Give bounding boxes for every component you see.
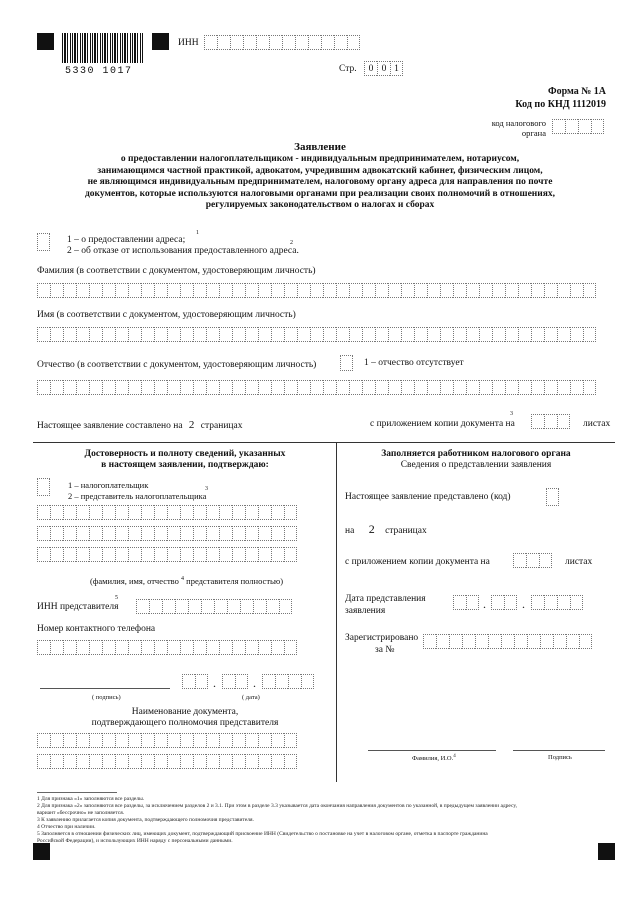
inn-rep-footnote: 5 bbox=[115, 595, 118, 601]
inn-rep-label: ИНН представителя bbox=[37, 602, 119, 612]
authority-doc-cells-row-1[interactable] bbox=[37, 733, 297, 748]
rep-fio-caption: (фамилия, имя, отчество $^4$ представителя полностью) bbox=[90, 576, 284, 586]
role-2: 2 – представитель налогоплательщика bbox=[68, 491, 207, 501]
footnote-divider bbox=[37, 792, 117, 793]
rep-fio-cells-row-3[interactable] bbox=[37, 547, 297, 562]
patronymic-absent-cell[interactable] bbox=[340, 355, 353, 371]
tax-org-code-cells[interactable] bbox=[552, 119, 604, 134]
officer-name-line bbox=[368, 750, 496, 751]
submitted-code-cell[interactable] bbox=[546, 488, 559, 506]
attach-sheets-cells[interactable] bbox=[531, 414, 570, 429]
patronymic-absent-label: 1 – отчество отсутствует bbox=[364, 358, 464, 368]
footnote: 4 Отчество при наличии. bbox=[37, 824, 96, 830]
signature-date-month[interactable] bbox=[222, 674, 248, 689]
phone-cells[interactable] bbox=[37, 640, 297, 655]
date-dot: . bbox=[213, 676, 216, 690]
inn-rep-cells[interactable] bbox=[136, 599, 292, 614]
page-label: Стр. bbox=[339, 64, 357, 74]
signature-caption: ( подпись) bbox=[92, 694, 121, 701]
submission-date-day[interactable] bbox=[453, 595, 479, 610]
footnote: 5 Заполняется в отношении физических лиц, имеющих документ, подтверждающий присвоение ИНН (Свидетельство о постановке на учет в налоговом органе, отметка в паспорте гражданина bbox=[37, 831, 488, 837]
tax-officer-heading: Заполняется работником налогового органа Сведения о представлении заявления bbox=[381, 449, 571, 470]
confirm-heading: Достоверность и полноту сведений, указанных в настоящем заявлении, подтверждаю: bbox=[84, 449, 286, 470]
option-1: 1 – о предоставлении адреса; bbox=[67, 235, 186, 245]
officer-signature-caption: Подпись bbox=[548, 754, 572, 761]
signature-date-day[interactable] bbox=[182, 674, 208, 689]
officer-signature-line bbox=[513, 750, 605, 751]
role-footnote: 3 bbox=[205, 486, 208, 492]
registration-mark-bottom-left bbox=[33, 843, 50, 860]
submission-date-year[interactable] bbox=[531, 595, 583, 610]
page-digit: 1 bbox=[390, 61, 403, 76]
rep-fio-cells-row-1[interactable] bbox=[37, 505, 297, 520]
signature-line bbox=[40, 688, 170, 689]
surname-cells-row-1[interactable] bbox=[37, 283, 596, 298]
attach-footnote: 3 bbox=[510, 411, 513, 417]
option-code-cell[interactable] bbox=[37, 233, 50, 251]
option-2: 2 – об отказе от использования предоставленного адреса. bbox=[67, 246, 299, 256]
patronymic-label: Отчество (в соответствии с документом, удостоверяющим личность) bbox=[37, 360, 317, 370]
submitted-code-label: Настоящее заявление представлено (код) bbox=[345, 492, 511, 502]
phone-label: Номер контактного телефона bbox=[37, 624, 156, 634]
submission-date-month[interactable] bbox=[491, 595, 517, 610]
name-cells-row-1[interactable] bbox=[37, 327, 596, 342]
registration-mark-top-left bbox=[37, 33, 54, 50]
surname-label: Фамилия (в соответствии с документом, удостоверяющим личность) bbox=[37, 266, 316, 276]
officer-pages-value: 2 bbox=[368, 522, 375, 536]
patronymic-cells-row-1[interactable] bbox=[37, 380, 596, 395]
knd-code: Код по КНД 1112019 bbox=[515, 99, 606, 110]
pages-value: 2 bbox=[188, 419, 195, 431]
footnote: 1 Для признака «1» заполняются все разделы. bbox=[37, 796, 145, 802]
footnotes bbox=[37, 796, 617, 845]
registration-mark-top-right bbox=[152, 33, 169, 50]
name-label: Имя (в соответствии с документом, удостоверяющим личность) bbox=[37, 310, 296, 320]
footnote: 3 К заявлению прилагается копия документа, подтверждающего полномочия представителя. bbox=[37, 817, 254, 823]
inn-cells[interactable] bbox=[204, 35, 360, 50]
officer-attach-cells[interactable] bbox=[513, 553, 552, 568]
tax-org-code-label: код налогового органа bbox=[491, 118, 546, 138]
document-title: Заявление bbox=[294, 141, 346, 153]
page-digit: 0 bbox=[377, 61, 390, 76]
officer-pages-label: на 2 страницах bbox=[345, 522, 427, 536]
column-divider bbox=[336, 442, 337, 782]
date-caption: ( дата) bbox=[242, 694, 260, 701]
authority-doc-title: Наименование документа, подтверждающего полномочия представителя bbox=[91, 707, 279, 728]
option-1-footnote: 1 bbox=[196, 230, 199, 236]
signature-date-year[interactable] bbox=[262, 674, 314, 689]
form-name: Форма № 1А bbox=[547, 86, 606, 97]
officer-attach-label: с приложением копии документа на bbox=[345, 557, 490, 567]
role-1: 1 – налогоплательщик bbox=[68, 480, 149, 490]
inn-label: ИНН bbox=[178, 38, 199, 48]
attach-unit: листах bbox=[583, 419, 611, 429]
authority-doc-cells-row-2[interactable] bbox=[37, 754, 297, 769]
registration-mark-bottom-right bbox=[598, 843, 615, 860]
registered-label: Зарегистрировано за № bbox=[345, 633, 419, 655]
footnote: Российской Федерации), и использующих ИНН наряду с персональными данными. bbox=[37, 838, 233, 844]
confirm-role-cell[interactable] bbox=[37, 478, 50, 496]
officer-name-caption: Фамилия, И.О.$^4$ bbox=[412, 754, 456, 763]
date-dot: . bbox=[483, 597, 486, 611]
page-number-cells bbox=[364, 61, 403, 76]
option-2-footnote: 2 bbox=[290, 240, 293, 246]
footnote: 2 Для признака «2» заполняются все разделы, за исключением разделов 2 и 3.1. При этом в разделе 3.3 указывается дата окончания направления документов по указанной, в предыдущем заявлении адресу, bbox=[37, 803, 517, 809]
section-divider bbox=[33, 442, 615, 443]
rep-fio-cells-row-2[interactable] bbox=[37, 526, 297, 541]
attach-label: с приложением копии документа на bbox=[370, 419, 515, 429]
footnote: вариант «бессрочно» не заполняется. bbox=[37, 810, 125, 816]
submission-date-label: Дата представления заявления bbox=[345, 594, 426, 616]
barcode bbox=[62, 33, 144, 63]
registration-number-cells[interactable] bbox=[423, 634, 592, 649]
officer-attach-unit: листах bbox=[565, 557, 593, 567]
barcode-number: 5330 1017 bbox=[65, 66, 133, 77]
document-subtitle: о предоставлении налогоплательщиком - индивидуальным предпринимателем, нотариусом, занимающимся частной практикой, адвокатом, учредившим адвокатский кабинет, физическим лицом, не являющимся индивидуальным предпринимателем, налоговому органу адреса для направления по почте документов, которые используются налоговыми органами при реализации своих полномочий в отношениях, регулируемых законодательством о налогах и сборах bbox=[84, 154, 556, 211]
page-digit: 0 bbox=[364, 61, 377, 76]
date-dot: . bbox=[253, 676, 256, 690]
pages-label: Настоящее заявление составлено на 2 страницах bbox=[37, 419, 243, 431]
date-dot: . bbox=[522, 597, 525, 611]
